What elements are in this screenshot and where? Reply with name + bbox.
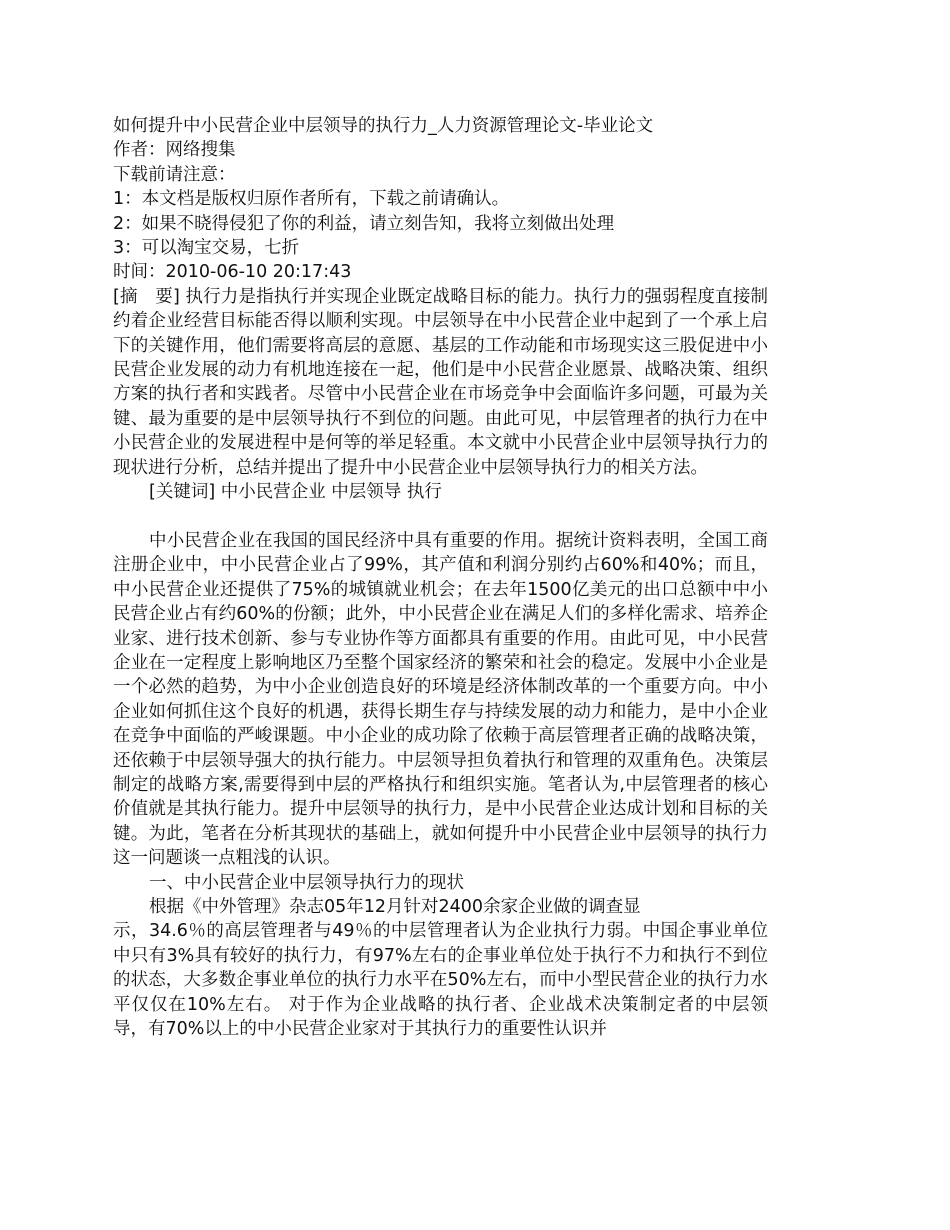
body-paragraph: 中小民营企业在我国的国民经济中具有重要的作用。据统计资料表明，全国工商注册企业中，中小民营企业占了99%，其产值和利润分别约占60%和40%；而且，中小民营企业还提供了75%的城镇就业机会；在去年1500亿美元的出口总额中中小民营企业占有约60%的份额；此外，中小民营企业在满足人们的多样化需求、培养企业家、进行技术创新、参与专业协作等方面都具有重要的作用。由此可见，中小民营企业在一定程度上影响地区乃至整个国家经济的繁荣和社会的稳定。发展中小企业是一个必然的趋势，为中小企业创造良好的环境是经济体制改革的一个重要方向。中小企业如何抓住这个良好的机遇，获得长期生存与持续发展的动力和能力，是中小企业在竞争中面临的严峻课题。中小企业的成功除了依赖于高层管理者正确的战略决策，还依赖于中层领导强大的执行能力。中层领导担负着执行和管理的双重角色。决策层制定的战略方案,需要得到中层的严格执行和组织实施。笔者认为,中层管理者的核心价值就是其执行能力。提升中层领导的执行力，是中小民营企业达成计划和目标的关键。为此，笔者在分析其现状的基础上，就如何提升中小民营企业中层领导的执行力这一问题谈一点粗浅的认识。 bbox=[113, 530, 768, 869]
abstract-paragraph: [摘 要] 执行力是指执行并实现企业既定战略目标的能力。执行力的强弱程度直接制约着企业经营目标能否得以顺利实现。中层领导在中小民营企业中起到了一个承上启下的关键作用，他们需要将高层的意愿、基层的工作动能和市场现实这三股促进中小民营企业发展的动力有机地连接在一起，他们是中小民营企业愿景、战略决策、组织方案的执行者和实践者。尽管中小民营企业在市场竞争中会面临许多问题，可最为关键、最为重要的是中层领导执行不到位的问题。由此可见，中层管理者的执行力在中小民营企业的发展进程中是何等的举足轻重。本文就中小民营企业中层领导执行力的现状进行分析，总结并提出了提升中小民营企业中层领导执行力的相关方法。 bbox=[113, 286, 768, 478]
notice-item: 3：可以淘宝交易，七折 bbox=[113, 238, 300, 259]
document-page bbox=[113, 114, 768, 1041]
notice-item: 1：本文档是版权归原作者所有，下载之前请确认。 bbox=[113, 189, 510, 210]
author-line: 作者：网络搜集 bbox=[113, 140, 236, 161]
notice-heading: 下载前请注意： bbox=[113, 164, 236, 185]
section-first-line: 根据《中外管理》杂志05年12月针对2400余家企业做的调查显 bbox=[149, 896, 641, 917]
document-title: 如何提升中小民营企业中层领导的执行力_人力资源管理论文-毕业论文 bbox=[113, 116, 654, 136]
notice-item: 2：如果不晓得侵犯了你的利益，请立刻告知，我将立刻做出处理 bbox=[113, 213, 615, 234]
timestamp-line: 时间：2010-06-10 20:17:43 bbox=[113, 262, 352, 283]
blank-line bbox=[113, 505, 768, 529]
section-paragraph: 示，34.6％的高层管理者与49％的中层管理者认为企业执行力弱。中国企事业单位中只有3%具有较好的执行力，有97%左右的企事业单位处于执行不力和执行不到位的状态，大多数企事业单位的执行力水平在50%左右，而中小型民营企业的执行力水平仅仅在10%左右。 对于作为企业战略的执行者、企业战术决策制定者的中层领导，有70%以上的中小民营企业家对于其执行力的重要性认识并 bbox=[113, 921, 768, 1040]
keywords-line: [关键词] 中小民营企业 中层领导 执行 bbox=[149, 482, 442, 503]
section-heading: 一、中小民营企业中层领导执行力的现状 bbox=[149, 872, 464, 893]
